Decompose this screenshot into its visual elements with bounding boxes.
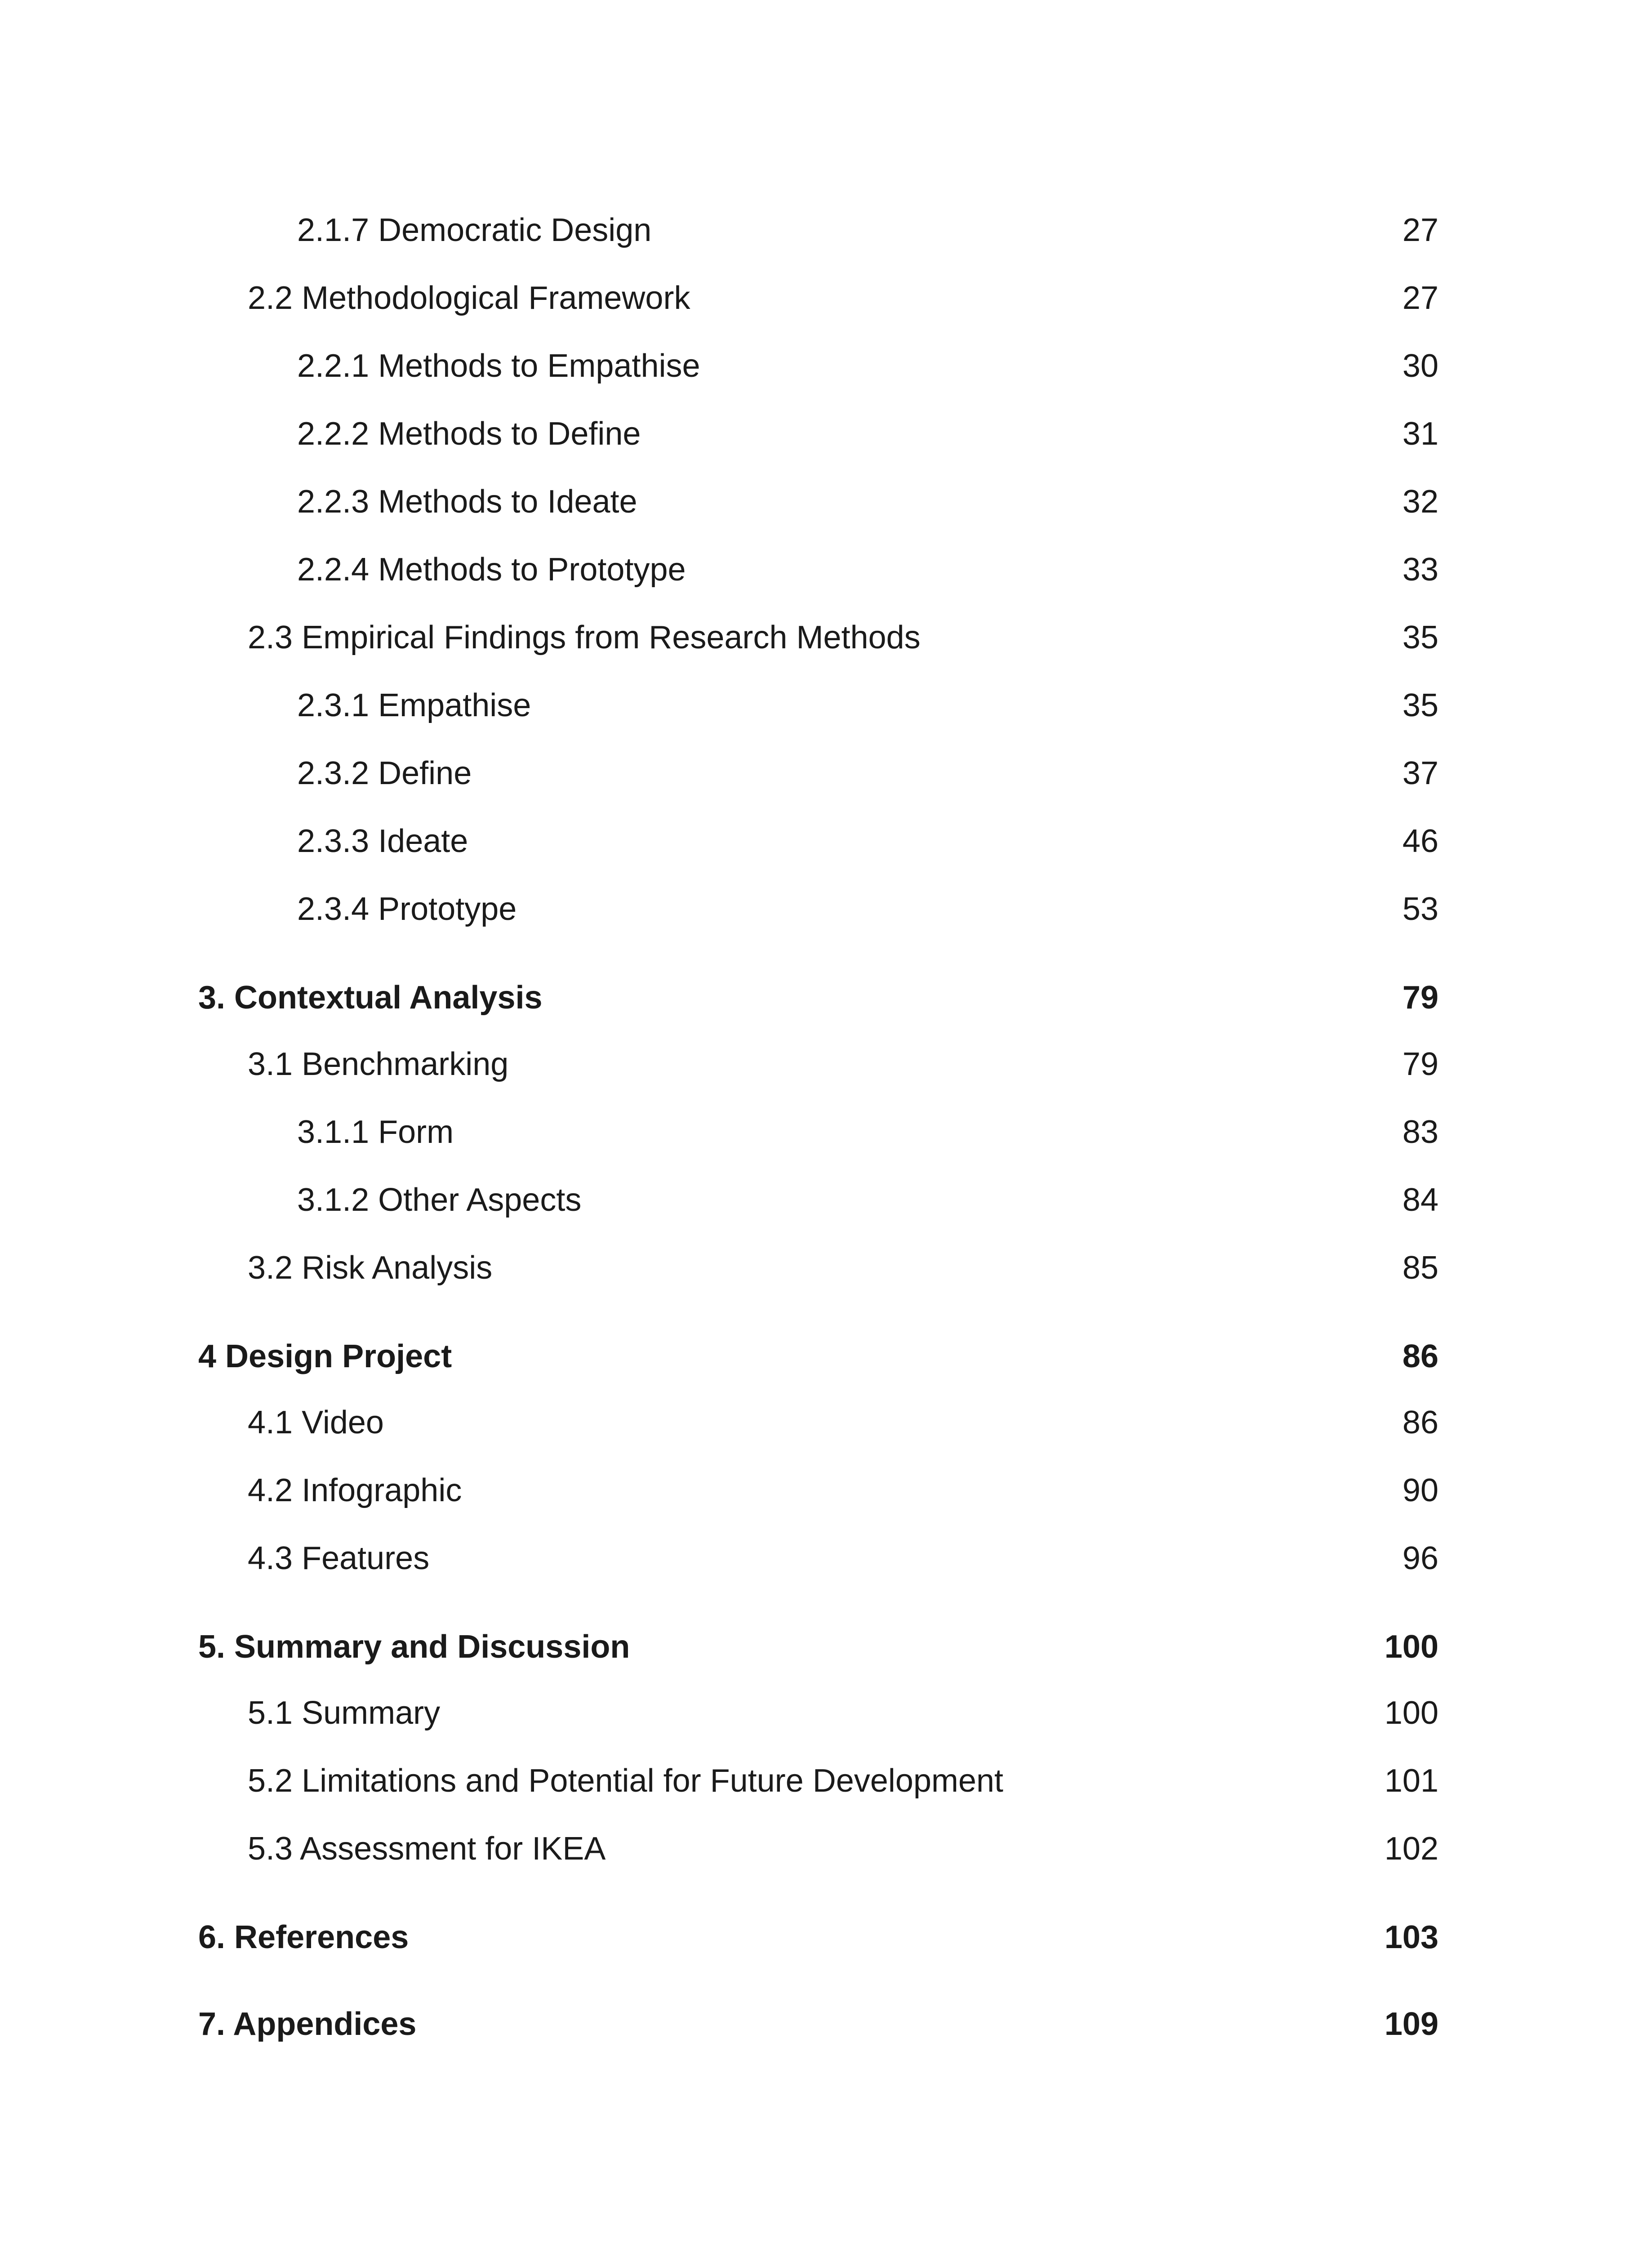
toc-entry[interactable] xyxy=(0,271,1652,325)
toc-chapter[interactable] xyxy=(0,1910,1652,1964)
toc-entry-label: 2.2.1 Methods to Empathise xyxy=(297,348,700,384)
toc-entry-page: 100 xyxy=(1384,1629,1438,1665)
toc-entry-label: 3.1 Benchmarking xyxy=(248,1046,509,1082)
toc-entry[interactable] xyxy=(0,1822,1652,1876)
toc-entry-page: 84 xyxy=(1402,1182,1438,1218)
toc-entry-label: 2.3.2 Define xyxy=(297,755,472,791)
toc-entry-page: 86 xyxy=(1402,1405,1438,1441)
toc-entry[interactable] xyxy=(0,1531,1652,1585)
toc-entry[interactable] xyxy=(0,203,1652,257)
toc-entry-page: 53 xyxy=(1402,891,1438,927)
toc-entry-label: 3.2 Risk Analysis xyxy=(248,1250,493,1286)
toc-entry[interactable] xyxy=(0,339,1652,393)
toc-entry[interactable] xyxy=(0,475,1652,529)
toc-entry[interactable] xyxy=(0,1396,1652,1450)
toc-entry-label: 2.3 Empirical Findings from Research Methods xyxy=(248,620,921,656)
toc-entry-label: 2.2.4 Methods to Prototype xyxy=(297,552,686,588)
toc-entry[interactable] xyxy=(0,882,1652,936)
toc-chapter[interactable] xyxy=(0,1620,1652,1674)
toc-entry-page: 100 xyxy=(1384,1695,1438,1731)
toc-entry-page: 109 xyxy=(1384,2006,1438,2042)
toc-entry-page: 31 xyxy=(1402,416,1438,452)
toc-entry-label: 2.3.4 Prototype xyxy=(297,891,517,927)
toc-chapter[interactable] xyxy=(0,1997,1652,2051)
toc-entry-page: 37 xyxy=(1402,755,1438,791)
toc-entry-page: 103 xyxy=(1384,1919,1438,1955)
toc-chapter[interactable] xyxy=(0,1329,1652,1383)
toc-entry-label: 5.2 Limitations and Potential for Future Development xyxy=(248,1763,1003,1799)
toc-entry-label: 2.2.3 Methods to Ideate xyxy=(297,484,637,520)
toc-entry[interactable] xyxy=(0,1173,1652,1227)
toc-chapter[interactable] xyxy=(0,971,1652,1025)
toc-entry-page: 35 xyxy=(1402,620,1438,656)
toc-entry-page: 30 xyxy=(1402,348,1438,384)
toc-entry-label: 2.2 Methodological Framework xyxy=(248,280,690,316)
toc-entry-label: 4.3 Features xyxy=(248,1540,430,1576)
toc-entry[interactable] xyxy=(0,1463,1652,1517)
toc-entry[interactable] xyxy=(0,1686,1652,1740)
toc-entry-label: 2.3.1 Empathise xyxy=(297,687,531,723)
toc-entry-page: 27 xyxy=(1402,212,1438,248)
toc-entry-label: 4 Design Project xyxy=(198,1338,452,1374)
toc-entry-label: 6. References xyxy=(198,1919,409,1955)
toc-entry[interactable] xyxy=(0,814,1652,868)
toc-entry-page: 96 xyxy=(1402,1540,1438,1576)
toc-entry-label: 5. Summary and Discussion xyxy=(198,1629,630,1665)
toc-entry-label: 5.3 Assessment for IKEA xyxy=(248,1831,606,1867)
toc-entry-page: 35 xyxy=(1402,687,1438,723)
toc-entry[interactable] xyxy=(0,678,1652,732)
toc-entry-page: 90 xyxy=(1402,1472,1438,1508)
toc-entry-page: 32 xyxy=(1402,484,1438,520)
toc-entry-page: 27 xyxy=(1402,280,1438,316)
toc-entry-label: 4.2 Infographic xyxy=(248,1472,462,1508)
toc-entry[interactable] xyxy=(0,407,1652,461)
toc-entry-label: 7. Appendices xyxy=(198,2006,417,2042)
toc-entry[interactable] xyxy=(0,611,1652,665)
toc-entry-page: 46 xyxy=(1402,823,1438,859)
toc-entry[interactable] xyxy=(0,1754,1652,1808)
toc-entry[interactable] xyxy=(0,543,1652,597)
toc-entry-page: 79 xyxy=(1402,980,1438,1016)
toc-entry[interactable] xyxy=(0,746,1652,800)
toc-entry-label: 3. Contextual Analysis xyxy=(198,980,543,1016)
toc-entry-page: 79 xyxy=(1402,1046,1438,1082)
toc-entry-label: 2.2.2 Methods to Define xyxy=(297,416,641,452)
toc-entry-label: 3.1.1 Form xyxy=(297,1114,454,1150)
toc-entry-label: 2.3.3 Ideate xyxy=(297,823,468,859)
toc-entry[interactable] xyxy=(0,1241,1652,1295)
toc-entry-page: 33 xyxy=(1402,552,1438,588)
toc-entry-label: 5.1 Summary xyxy=(248,1695,441,1731)
toc-entry-page: 102 xyxy=(1384,1831,1438,1867)
toc-entry-page: 101 xyxy=(1384,1763,1438,1799)
toc-entry-page: 86 xyxy=(1402,1338,1438,1374)
toc-entry-label: 2.1.7 Democratic Design xyxy=(297,212,652,248)
toc-entry-page: 83 xyxy=(1402,1114,1438,1150)
toc-entry[interactable] xyxy=(0,1037,1652,1091)
toc-entry[interactable] xyxy=(0,1105,1652,1159)
toc-entry-label: 4.1 Video xyxy=(248,1405,384,1441)
toc-entry-label: 3.1.2 Other Aspects xyxy=(297,1182,582,1218)
toc-entry-page: 85 xyxy=(1402,1250,1438,1286)
